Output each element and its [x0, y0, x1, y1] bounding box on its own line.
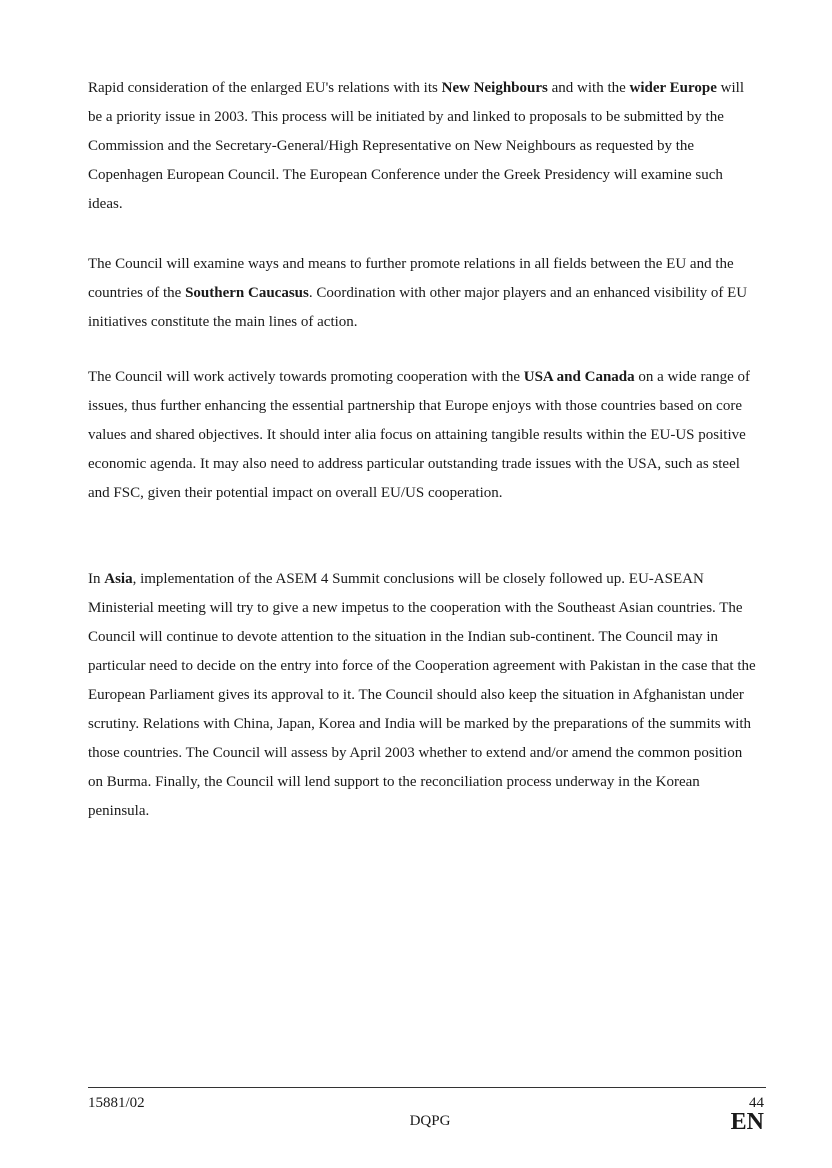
footer-divider — [88, 1087, 766, 1088]
text-segment: , implementation of the ASEM 4 Summit conclusions will be closely followed up. EU-ASEAN Ministerial meeting will try to give a new impetus to the cooperation with the Southeast Asian countries. The Council will continue to devote attention to the situation in the Indian sub-continent. The Council may in particular need to decide on the entry into force of the Cooperation agreement with Pakistan in the case that the European Parliament gives its approval to it. The Council should also keep the situation in Afghanistan under scrutiny. Relations with China, Japan, Korea and India will be marked by the preparations of the summits with those countries. The Council will assess by April 2003 whether to extend and/or amend the common position on Burma. Finally, the Council will lend support to the reconciliation process underway in the Korean peninsula. — [88, 571, 756, 819]
bold-term-usa-canada: USA and Canada — [523, 369, 635, 385]
footer-page-number: 44 — [749, 1095, 764, 1111]
text-segment: Rapid consideration of the enlarged EU's relations with its — [88, 80, 442, 96]
paragraph-southern-caucasus — [88, 250, 760, 337]
text-segment: and with the — [547, 80, 630, 96]
bold-term-southern-caucasus: Southern Caucasus — [185, 285, 309, 301]
paragraph-asia — [88, 565, 760, 826]
paragraph-usa-canada — [88, 363, 760, 508]
footer-language-code: EN — [730, 1109, 764, 1135]
bold-term-new-neighbours: New Neighbours — [441, 80, 548, 96]
bold-term-asia: Asia — [104, 571, 133, 587]
bold-term-wider-europe: wider Europe — [629, 80, 717, 96]
text-segment: The Council will work actively towards promoting cooperation with the — [88, 369, 524, 385]
text-segment: The Council will examine ways and means to further promote relations in all fields between the EU and the countries of the — [88, 256, 734, 301]
footer-department-code: DQPG — [409, 1113, 451, 1129]
footer-doc-reference: 15881/02 — [88, 1095, 145, 1111]
text-segment: . Coordination with other major players and an enhanced visibility of EU initiatives constitute the main lines of action. — [88, 285, 748, 330]
text-segment: will be a priority issue in 2003. This process will be initiated by and linked to proposals to be submitted by the Commission and the Secretary-General/High Representative on New Neighbours as requested by the Copenhagen European Council. The European Conference under the Greek Presidency will examine such ideas. — [88, 80, 744, 212]
paragraph-new-neighbours — [88, 74, 760, 219]
text-segment: on a wide range of issues, thus further enhancing the essential partnership that Europe enjoys with those countries based on core values and shared objectives. It should inter alia focus on attaining tangible results within the EU-US positive economic agenda. It may also need to address particular outstanding trade issues with the USA, such as steel and FSC, given their potential impact on overall EU/US cooperation. — [88, 369, 751, 501]
text-segment: In — [88, 571, 105, 587]
